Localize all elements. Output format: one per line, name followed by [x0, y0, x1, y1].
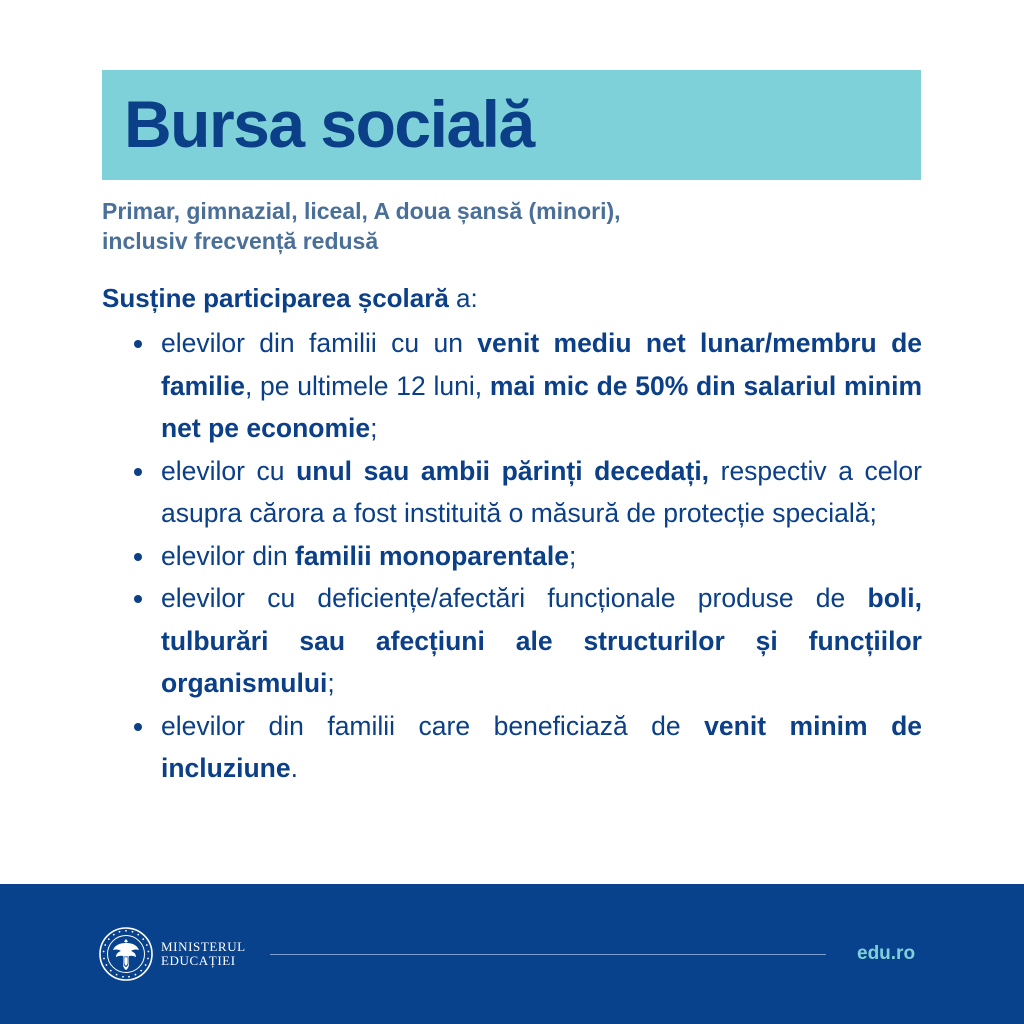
intro-line	[102, 280, 478, 316]
bullet-icon	[134, 723, 142, 731]
footer-divider	[270, 954, 826, 955]
ministry-line: MINISTERUL	[161, 939, 246, 954]
ministry-line: EDUCAȚIEI	[161, 953, 236, 968]
list-item: elevilor cu deficiențe/afectări funcționale produse de boli, tulburări sau afecțiuni ale structurilor și funcțiilor organismului;	[161, 577, 922, 705]
intro-rest: a:	[448, 283, 478, 313]
website-link[interactable]: edu.ro	[857, 943, 916, 964]
bullet-icon	[134, 340, 142, 348]
title-band	[102, 70, 921, 180]
bullet-icon	[134, 468, 142, 476]
subtitle	[102, 196, 902, 256]
eligibility-list	[0, 322, 1024, 790]
footer	[0, 884, 1024, 1024]
list-item: elevilor din familii monoparentale;	[161, 535, 922, 578]
list-item: elevilor din familii cu un venit mediu net lunar/membru de familie, pe ultimele 12 luni, mai mic de 50% din salariul minim net pe economie;	[161, 322, 922, 450]
subtitle-line: Primar, gimnazial, liceal, A doua șansă (minori),	[102, 198, 621, 224]
romanian-government-crest-icon	[98, 926, 154, 982]
page-title: Bursa socială	[124, 87, 534, 161]
bullet-icon	[134, 553, 142, 561]
bullet-icon	[134, 595, 142, 603]
list-item: elevilor din familii care beneficiază de venit minim de incluziune.	[161, 705, 922, 790]
ministry-name	[161, 940, 246, 968]
list-item: elevilor cu unul sau ambii părinți decedați, respectiv a celor asupra cărora a fost instituită o măsură de protecție specială;	[161, 450, 922, 535]
subtitle-line: inclusiv frecvență redusă	[102, 228, 379, 254]
intro-bold: Susține participarea școlară	[102, 283, 449, 313]
